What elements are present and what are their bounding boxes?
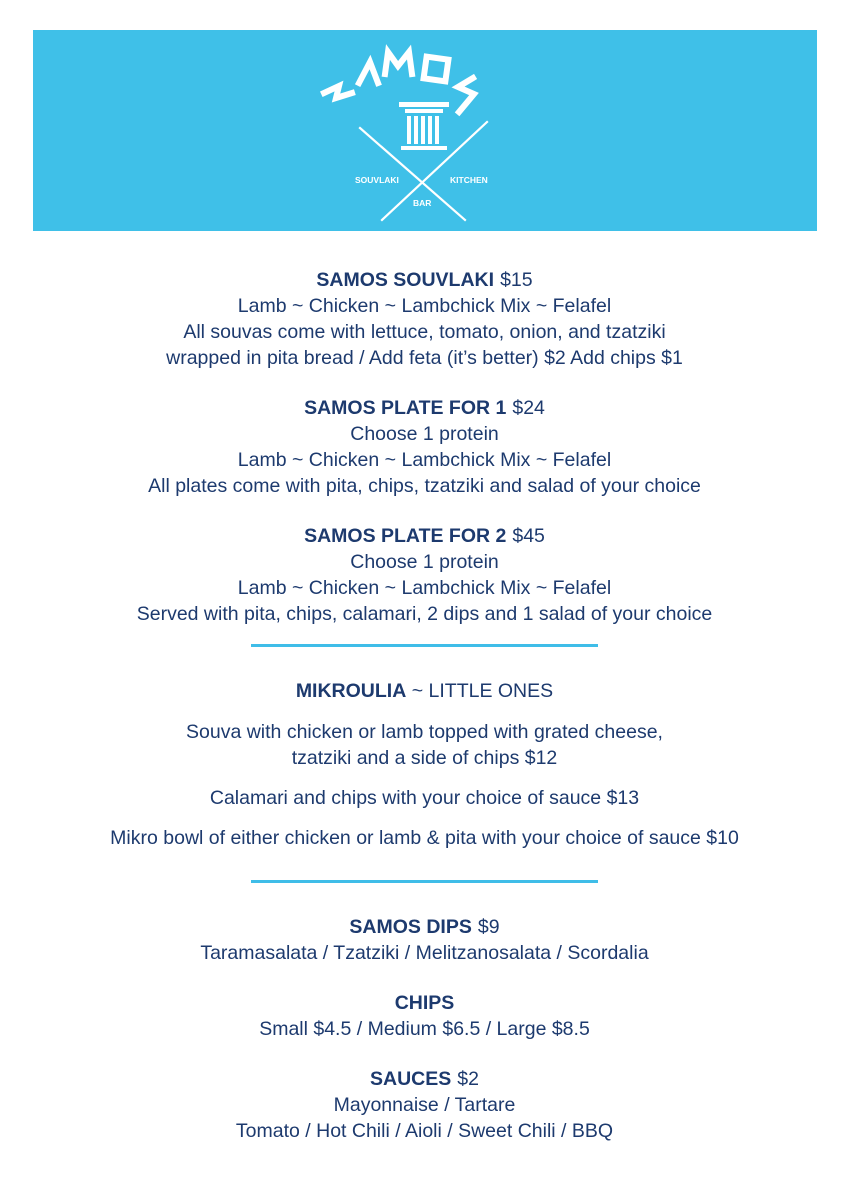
- sauces-line: Tomato / Hot Chili / Aioli / Sweet Chili / BBQ: [235, 1120, 614, 1142]
- dips-price: $9: [477, 916, 500, 938]
- logo-letter-m: [385, 52, 412, 74]
- plate1-price: $24: [512, 397, 545, 419]
- staff-right: [382, 122, 487, 220]
- logo-label-right: KITCHEN: [450, 175, 488, 185]
- header-banner: [33, 30, 817, 231]
- sauces-title: SAUCES: [370, 1068, 452, 1090]
- souvlaki-line: All souvas come with lettuce, tomato, onion, and tzatziki: [183, 321, 666, 343]
- logo-letter-s1: [324, 86, 352, 98]
- plate2-line: Served with pita, chips, calamari, 2 dips and 1 salad of your choice: [136, 603, 713, 625]
- sauces-section: [0, 1066, 849, 1144]
- souvlaki-section: [0, 267, 849, 371]
- chips-section: [0, 990, 849, 1042]
- logo-letter-o: [424, 57, 449, 82]
- souvlaki-line: Lamb ~ Chicken ~ Lambchick Mix ~ Felafel: [237, 295, 612, 317]
- mikroulia-title: MIKROULIA: [295, 680, 407, 702]
- souvlaki-title: SAMOS SOUVLAKI: [316, 269, 495, 291]
- logo-label-bottom: BAR: [413, 198, 432, 208]
- plate1-line: All plates come with pita, chips, tzatziki and salad of your choice: [148, 475, 701, 497]
- souvlaki-price: $15: [500, 269, 533, 291]
- plate1-title: SAMOS PLATE FOR 1: [304, 397, 507, 419]
- souvlaki-line: wrapped in pita bread / Add feta (it’s better) $2 Add chips $1: [166, 347, 683, 369]
- plate1-line: Lamb ~ Chicken ~ Lambchick Mix ~ Felafel: [237, 449, 612, 471]
- column-icon: [399, 102, 449, 150]
- section-divider: [251, 644, 598, 647]
- chips-title: CHIPS: [394, 992, 455, 1014]
- mikroulia-item2: Calamari and chips with your choice of sauce $13: [209, 787, 640, 809]
- sauces-price: $2: [457, 1068, 479, 1090]
- dips-title: SAMOS DIPS: [349, 916, 472, 938]
- dips-section: [0, 914, 849, 966]
- section-divider: [251, 880, 598, 883]
- plate2-price: $45: [512, 525, 545, 547]
- logo-letter-a: [359, 62, 378, 83]
- plate1-line: Choose 1 protein: [350, 423, 499, 445]
- plate1-section: [0, 395, 849, 499]
- chips-line: Small $4.5 / Medium $6.5 / Large $8.5: [259, 1018, 590, 1040]
- mikroulia-item3: Mikro bowl of either chicken or lamb & pita with your choice of sauce $10: [110, 827, 739, 849]
- mikroulia-item1-line1: Souva with chicken or lamb topped with grated cheese,: [186, 721, 663, 743]
- menu-content: [0, 267, 849, 1168]
- sauces-line: Mayonnaise / Tartare: [333, 1094, 516, 1116]
- mikroulia-item1-line2: tzatziki and a side of chips $12: [291, 747, 558, 769]
- plate2-title: SAMOS PLATE FOR 2: [304, 525, 507, 547]
- samos-logo: [33, 30, 817, 231]
- mikroulia-section: [0, 678, 849, 851]
- dips-line: Taramasalata / Tzatziki / Melitzanosalata / Scordalia: [200, 942, 649, 964]
- logo-label-left: SOUVLAKI: [355, 175, 399, 185]
- plate2-section: [0, 523, 849, 627]
- mikroulia-item: [0, 719, 849, 771]
- logo-letter-s2: [458, 78, 474, 112]
- mikroulia-subtitle: ~ LITTLE ONES: [411, 680, 554, 702]
- plate2-line: Lamb ~ Chicken ~ Lambchick Mix ~ Felafel: [237, 577, 612, 599]
- plate2-line: Choose 1 protein: [350, 551, 499, 573]
